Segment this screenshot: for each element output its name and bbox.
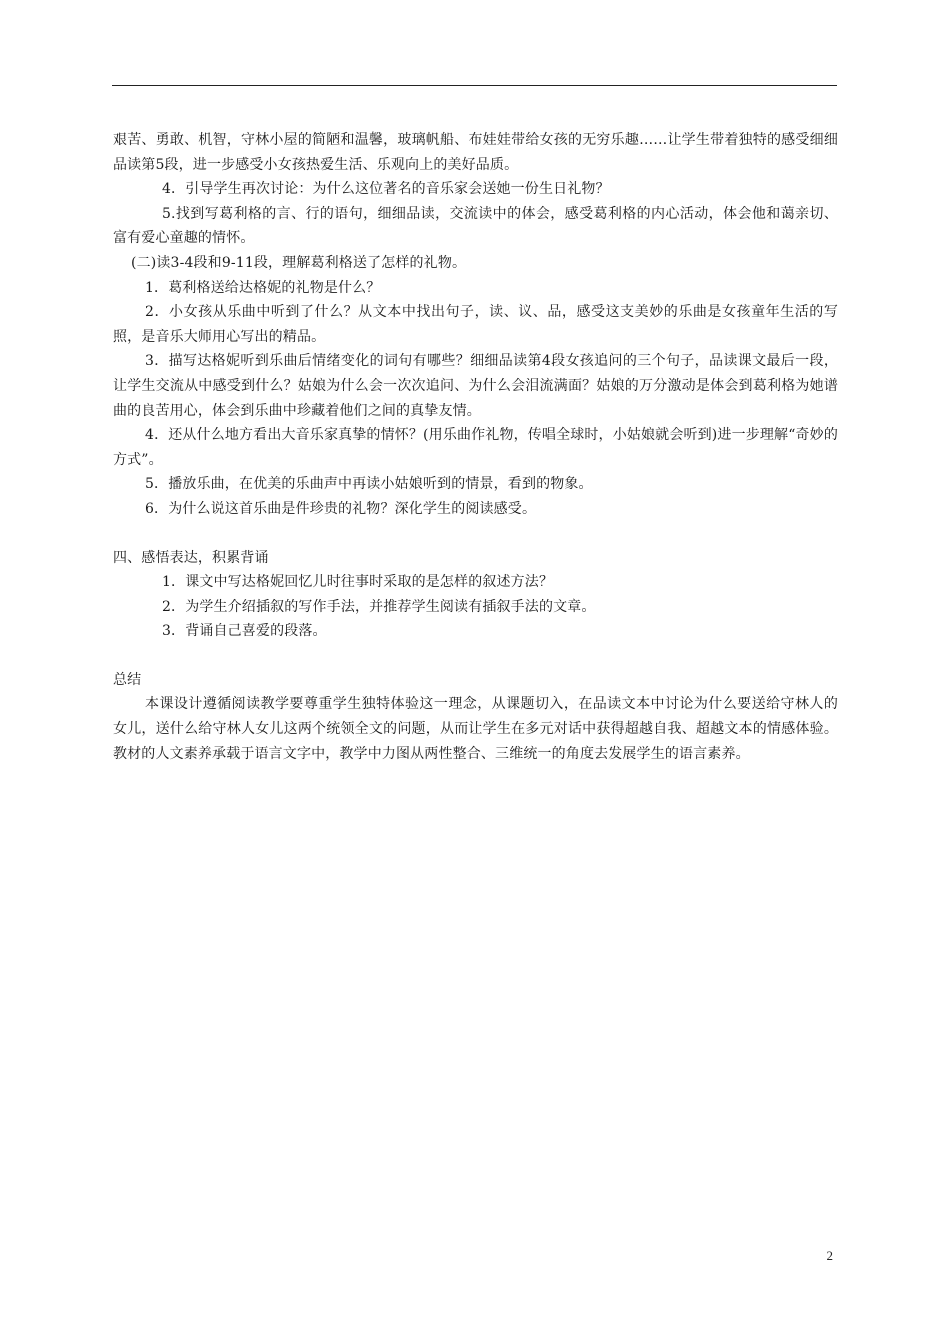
list-item: 4．还从什么地方看出大音乐家真挚的情怀？(用乐曲作礼物，传唱全球时，小姑娘就会听到)进一步理解“奇妙的方式”。 xyxy=(113,427,838,468)
section-heading: 四、感悟表达，积累背诵 xyxy=(113,549,269,566)
paragraph-continuation: 艰苦、勇敢、机智，守林小屋的简陋和温馨，玻璃帆船、布娃娃带给女孩的无穷乐趣……让学生带着独特的感受细细品读第5段，进一步感受小女孩热爱生活、乐观向上的美好品质。 xyxy=(113,132,838,173)
page-number: 2 xyxy=(826,1248,833,1263)
list-item: 3．背诵自己喜爱的段落。 xyxy=(162,623,327,640)
paragraph-step-4: 4．引导学生再次讨论：为什么这位著名的音乐家会送她一份生日礼物？ xyxy=(162,181,610,198)
list-item: 2．为学生介绍插叙的写作手法，并推荐学生阅读有插叙手法的文章。 xyxy=(162,598,596,615)
paragraph-step-5: 5.找到写葛利格的言、行的语句，细细品读，交流读中的体会，感受葛利格的内心活动，体会他和蔼亲切、富有爱心童趣的情怀。 xyxy=(113,205,838,247)
list-item: 6．为什么说这首乐曲是件珍贵的礼物？深化学生的阅读感受。 xyxy=(145,500,537,517)
list-item: 1．葛利格送给达格妮的礼物是什么？ xyxy=(145,279,381,296)
list-item: 5．播放乐曲，在优美的乐曲声中再读小姑娘听到的情景，看到的物象。 xyxy=(145,476,593,493)
subsection-heading: (二)读3-4段和9-11段，理解葛利格送了怎样的礼物。 xyxy=(131,254,467,271)
list-item: 1．课文中写达格妮回忆儿时往事时采取的是怎样的叙述方法？ xyxy=(162,574,554,591)
header-rule xyxy=(112,85,837,86)
list-item: 2．小女孩从乐曲中听到了什么？从文本中找出句子，读、议、品，感受这支美妙的乐曲是女孩童年生活的写照，是音乐大师用心写出的精品。 xyxy=(113,304,838,345)
document-body xyxy=(113,128,838,766)
summary-text: 本课设计遵循阅读教学要尊重学生独特体验这一理念，从课题切入，在品读文本中讨论为什么要送给守林人的女儿，送什么给守林人女儿这两个统领全文的问题，从而让学生在多元对话中获得超越自我、超越文本的情感体验。教材的人文素养承载于语言文字中，教学中力图从两性整合、三维统一的角度去发展学生的语言素养。 xyxy=(113,696,838,762)
list-item: 3．描写达格妮听到乐曲后情绪变化的词句有哪些？细细品读第4段女孩追问的三个句子，品读课文最后一段，让学生交流从中感受到什么？姑娘为什么会一次次追问、为什么会泪流满面？姑娘的万分激动是体会到葛利格为她谱曲的良苦用心，体会到乐曲中珍藏着他们之间的真挚友情。 xyxy=(113,353,838,419)
summary-heading: 总结 xyxy=(113,671,142,688)
